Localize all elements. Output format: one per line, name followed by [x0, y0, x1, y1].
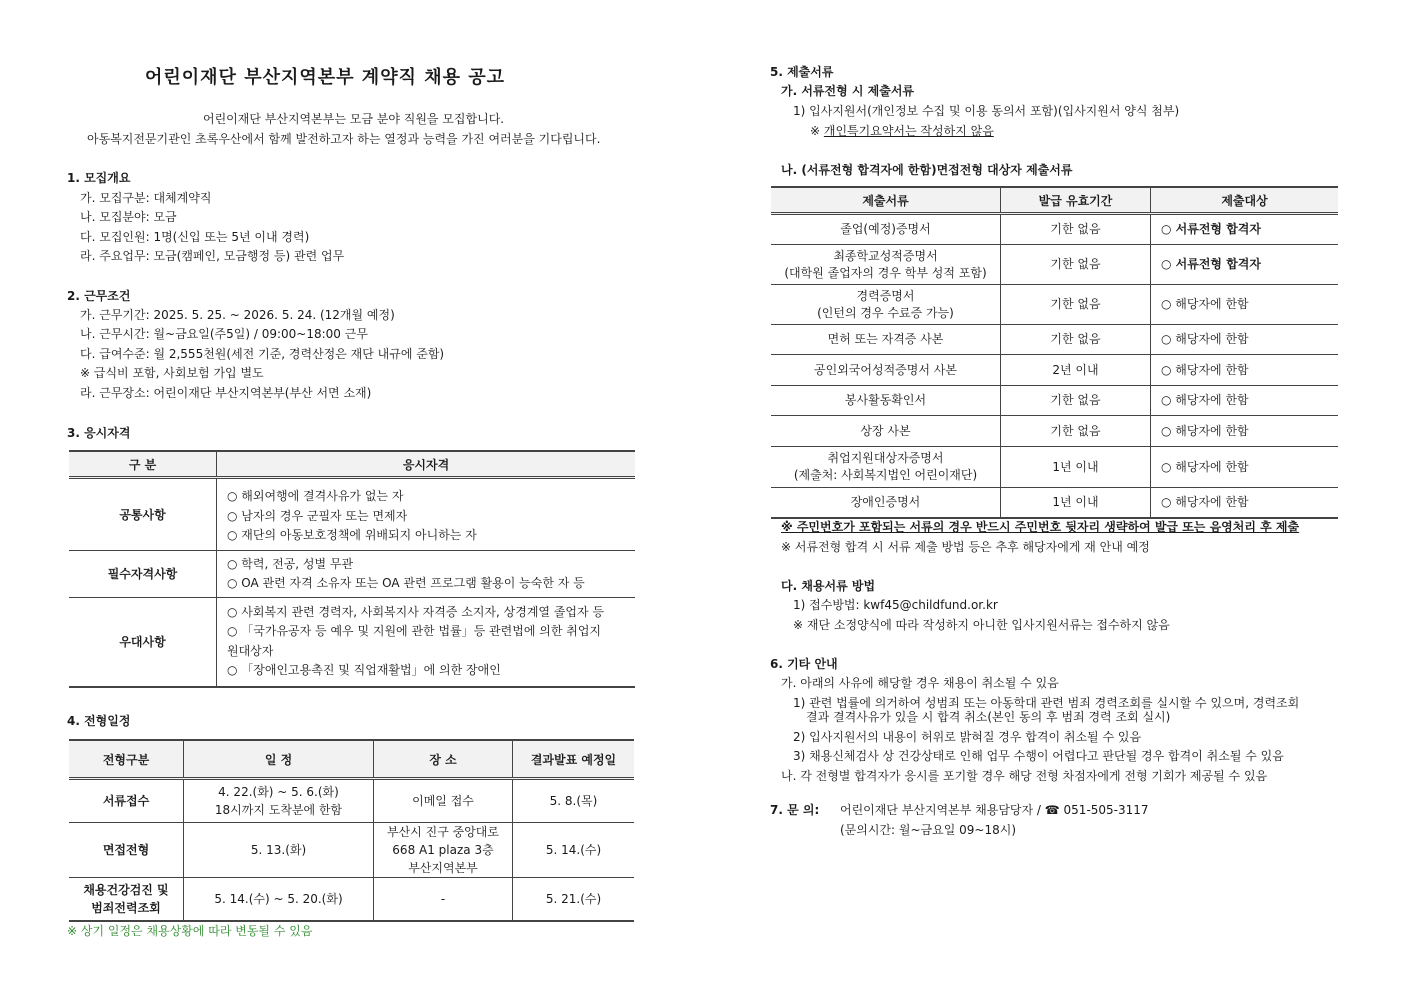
schedule-note: ※ 상기 일정은 채용상황에 따라 변동될 수 있음	[67, 924, 313, 938]
s6-a: 가. 아래의 사유에 해당할 경우 채용이 취소될 수 있음	[781, 676, 1059, 690]
table-row	[771, 447, 1338, 488]
cell-line: ○ 남자의 경우 군필자 또는 면제자	[227, 508, 408, 523]
table-header: 일 정	[184, 740, 374, 779]
table-row	[771, 386, 1338, 416]
section-4-heading: 4. 전형일정	[67, 714, 131, 728]
cell-line: 경력증명서	[856, 288, 915, 303]
table-row	[771, 214, 1338, 245]
doc-target: ○ 해당자에 한함	[1151, 447, 1339, 488]
s6-a1-line-2: 결과 결격사유가 있을 시 합격 취소(본인 동의 후 범죄 경력 조회 실시)	[806, 710, 1171, 724]
contact-info: 어린이재단 부산지역본부 채용담당자 / ☎ 051-505-3117	[840, 803, 1149, 817]
doc-valid: 1년 이내	[1001, 488, 1151, 519]
s5-a-heading: 가. 서류전형 시 제출서류	[781, 84, 915, 98]
section-2-heading: 2. 근무조건	[67, 289, 131, 303]
doc-name: 공인외국어성적증명서 사본	[771, 355, 1001, 386]
doc-name: 졸업(예정)증명서	[771, 214, 1001, 245]
s5-c-heading: 다. 채용서류 방법	[781, 579, 876, 593]
doc-target: ○ 해당자에 한함	[1151, 325, 1339, 355]
table-header: 전형구분	[69, 740, 184, 779]
cell-line: 원대상자	[227, 643, 274, 658]
s1-item: 라. 주요업무: 모금(캠페인, 모금행정 등) 관련 업무	[80, 249, 345, 263]
cell-line: ○ 「장애인고용촉진 및 직업재활법」에 의한 장애인	[227, 663, 501, 677]
note-text: 개인특기요약서는 작성하지 않음	[823, 124, 994, 138]
doc-target: ○ 해당자에 한함	[1151, 285, 1339, 325]
table-row	[69, 779, 634, 823]
documents-table	[771, 186, 1338, 519]
cell-line: ○ OA 관련 자격 소유자 또는 OA 관련 프로그램 활용이 능숙한 자 등	[227, 575, 585, 590]
cell-line: (인턴의 경우 수료증 가능)	[817, 305, 954, 320]
section-7-heading: 7. 문 의:	[770, 803, 820, 817]
cell-line: 채용건강검진 및	[83, 883, 169, 897]
table-row	[771, 416, 1338, 447]
row-label: 공통사항	[69, 478, 217, 551]
schedule-result: 5. 21.(수)	[513, 878, 635, 922]
cell-line: 범죄전력조회	[91, 901, 161, 915]
s5-b-heading: 나. (서류전형 합격자에 한함)면접전형 대상자 제출서류	[781, 163, 1073, 177]
cell-line: ○ 사회복지 관련 경력자, 사회복지사 자격증 소지자, 상경계열 졸업자 등	[227, 604, 605, 619]
table-row	[69, 878, 634, 922]
table-row	[69, 550, 635, 597]
eligibility-table	[69, 450, 635, 688]
note-mark: ※	[810, 124, 824, 138]
s5-note-1: ※ 주민번호가 포함되는 서류의 경우 반드시 주민번호 뒷자리 생략하여 발급 또는 음영처리 후 제출	[781, 520, 1300, 534]
s2-item: 라. 근무장소: 어린이재단 부산지역본부(부산 서면 소재)	[80, 386, 372, 400]
table-row	[771, 325, 1338, 355]
s6-a3: 3) 채용신체검사 상 건강상태로 인해 업무 수행이 어렵다고 판단될 경우 합격이 취소될 수 있음	[793, 749, 1284, 763]
doc-name: 상장 사본	[771, 416, 1001, 447]
cell-line: (대학원 졸업자의 경우 학부 성적 포함)	[784, 265, 987, 280]
row-label: 필수자격사항	[69, 550, 217, 597]
s5-c-note: ※ 재단 소정양식에 따라 작성하지 아니한 입사지원서류는 접수하지 않음	[793, 618, 1170, 632]
s1-item: 가. 모집구분: 대체계약직	[80, 191, 212, 205]
doc-name: 봉사활동확인서	[771, 386, 1001, 416]
doc-valid: 1년 이내	[1001, 447, 1151, 488]
doc-valid: 기한 없음	[1001, 386, 1151, 416]
cell-line: 668 A1 plaza 3층	[392, 843, 494, 857]
s6-b: 나. 각 전형별 합격자가 응시를 포기할 경우 해당 전형 차점자에게 전형 기회가 제공될 수 있음	[781, 769, 1268, 783]
table-header: 발급 유효기간	[1001, 187, 1151, 214]
table-header: 제출서류	[771, 187, 1001, 214]
doc-target: ○ 해당자에 한함	[1151, 355, 1339, 386]
contact-hours: (문의시간: 월~금요일 09~18시)	[840, 823, 1017, 837]
schedule-place: -	[374, 878, 513, 922]
table-header: 결과발표 예정일	[513, 740, 635, 779]
cell-line: ○ 재단의 아동보호정책에 위배되지 아니하는 자	[227, 528, 477, 542]
doc-valid: 기한 없음	[1001, 416, 1151, 447]
doc-valid: 기한 없음	[1001, 325, 1151, 355]
doc-valid: 기한 없음	[1001, 285, 1151, 325]
cell-line: 18시까지 도착분에 한함	[214, 803, 343, 817]
s1-item: 나. 모집분야: 모금	[80, 210, 177, 224]
table-row	[69, 478, 635, 551]
s2-item: 나. 근무시간: 월~금요일(주5일) / 09:00~18:00 근무	[80, 327, 368, 341]
cell-line: ○ 학력, 전공, 성별 무관	[227, 556, 354, 571]
table-row	[69, 597, 635, 687]
doc-target: ○ 해당자에 한함	[1151, 416, 1339, 447]
schedule-date: 5. 14.(수) ~ 5. 20.(화)	[184, 878, 374, 922]
schedule-place: 이메일 접수	[374, 779, 513, 823]
cell-line: ○ 해외여행에 결격사유가 없는 자	[227, 489, 404, 503]
table-row	[69, 823, 634, 878]
doc-name: 면허 또는 자격증 사본	[771, 325, 1001, 355]
s5-note-2: ※ 서류전형 합격 시 서류 제출 방법 등은 추후 해당자에게 재 안내 예정	[781, 540, 1150, 554]
table-row	[771, 285, 1338, 325]
table-row	[771, 355, 1338, 386]
schedule-date: 5. 13.(화)	[184, 823, 374, 878]
table-header: 응시자격	[217, 451, 636, 478]
table-header: 구 분	[69, 451, 217, 478]
table-header: 장 소	[374, 740, 513, 779]
table-row	[771, 488, 1338, 519]
doc-valid: 기한 없음	[1001, 214, 1151, 245]
cell-line: (제출처: 사회복지법인 어린이재단)	[793, 468, 978, 482]
section-6-heading: 6. 기타 안내	[770, 657, 838, 671]
cell-line: 부산시 진구 중앙대로	[387, 825, 499, 839]
doc-valid: 기한 없음	[1001, 245, 1151, 285]
doc-valid: 2년 이내	[1001, 355, 1151, 386]
row-label: 우대사항	[69, 597, 217, 687]
s5-a-item: 1) 입사지원서(개인정보 수집 및 이용 동의서 포함)(입사지원서 양식 첨부)	[793, 104, 1180, 118]
intro-line-2: 아동복지전문기관인 초록우산에서 함께 발전하고자 하는 열정과 능력을 가진 여러분을 기다립니다.	[87, 132, 601, 146]
s5-a-note	[810, 123, 994, 139]
section-3-heading: 3. 응시자격	[67, 426, 131, 440]
s6-a2: 2) 입사지원서의 내용이 허위로 밝혀질 경우 합격이 취소될 수 있음	[793, 730, 1142, 744]
schedule-kind: 서류접수	[69, 779, 184, 823]
s6-a1-line-1: 1) 관련 법률에 의거하여 성범죄 또는 아동학대 관련 범죄 경력조회를 실시할 수 있으며, 경력조회	[793, 696, 1300, 710]
table-row	[771, 245, 1338, 285]
cell-line: 최종학교성적증명서	[833, 248, 938, 263]
section-1-heading: 1. 모집개요	[67, 171, 131, 185]
schedule-result: 5. 14.(수)	[513, 823, 635, 878]
cell-line: 4. 22.(화) ~ 5. 6.(화)	[218, 785, 339, 799]
cell-line: 취업지원대상자증명서	[827, 451, 944, 465]
schedule-kind: 면접전형	[69, 823, 184, 878]
section-5-heading: 5. 제출서류	[770, 65, 834, 79]
s2-item: 다. 급여수준: 월 2,555천원(세전 기준, 경력산정은 재단 내규에 준함)	[80, 347, 445, 361]
s1-item: 다. 모집인원: 1명(신입 또는 5년 이내 경력)	[80, 230, 310, 244]
doc-target: ○ 서류전형 합격자	[1151, 214, 1339, 245]
doc-name: 장애인증명서	[771, 488, 1001, 519]
table-header: 제출대상	[1151, 187, 1339, 214]
doc-target: ○ 서류전형 합격자	[1151, 245, 1339, 285]
schedule-table	[69, 739, 634, 922]
s2-item: 가. 근무기간: 2025. 5. 25. ~ 2026. 5. 24. (12개월 예정)	[80, 308, 395, 322]
cell-line: 부산지역본부	[408, 861, 478, 875]
cell-line: ○ 「국가유공자 등 예우 및 지원에 관한 법률」등 관련법에 의한 취업지	[227, 624, 602, 638]
intro-line-1: 어린이재단 부산지역본부는 모금 분야 직원을 모집합니다.	[203, 112, 505, 126]
s5-c-item: 1) 접수방법: kwf45@childfund.or.kr	[793, 598, 998, 612]
page-title: 어린이재단 부산지역본부 계약직 채용 공고	[145, 67, 506, 88]
doc-target: ○ 해당자에 한함	[1151, 488, 1339, 519]
schedule-result: 5. 8.(목)	[513, 779, 635, 823]
s2-note: ※ 급식비 포함, 사회보험 가입 별도	[80, 366, 264, 380]
doc-target: ○ 해당자에 한함	[1151, 386, 1339, 416]
